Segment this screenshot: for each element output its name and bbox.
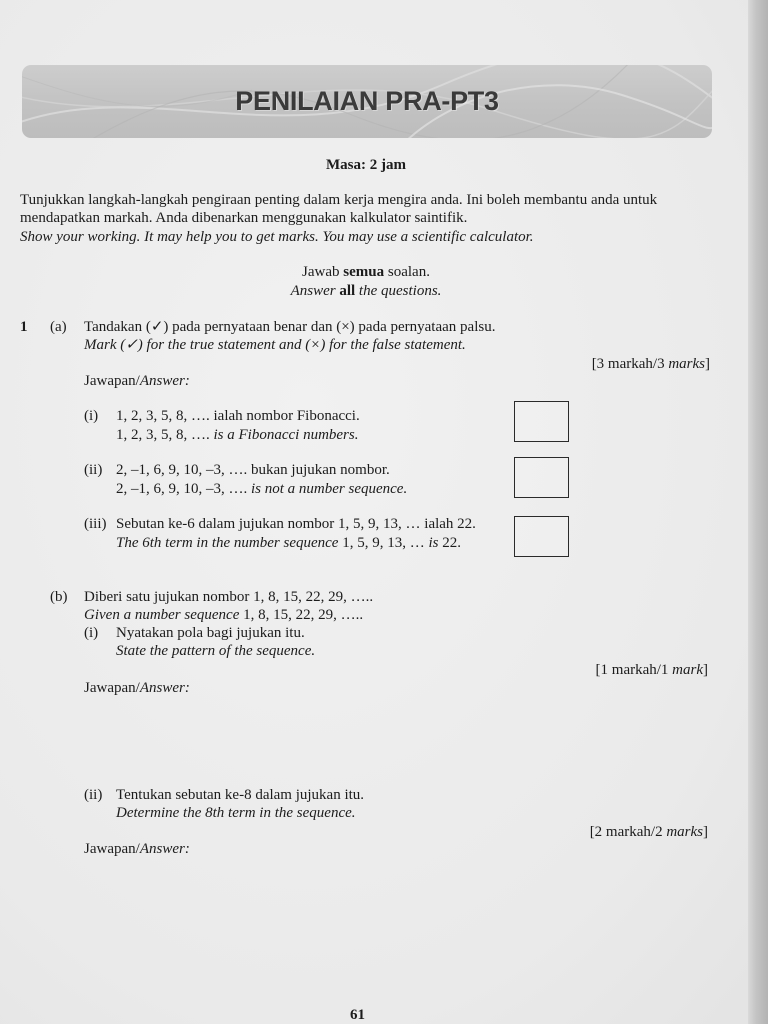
instructions-english: Show your working. It may help you to get marks. You may use a scientific calculator.: [20, 229, 534, 245]
statement-3-english-value: 22.: [438, 535, 461, 551]
statement-3-english-verb: is: [428, 535, 439, 551]
title-banner: [22, 65, 712, 138]
part-b-1-answer-label: [84, 679, 190, 697]
answer-all-english: [0, 282, 732, 300]
part-b-1-label: (i): [84, 625, 99, 641]
statement-1-answer-box[interactable]: [514, 401, 569, 442]
part-b-2-answer-label: [84, 840, 190, 858]
part-b-label: (b): [50, 589, 68, 605]
instructions-malay-line-1: Tunjukkan langkah-langkah pengiraan penting dalam kerja mengira anda. Ini boleh membantu anda untuk: [20, 192, 658, 208]
answer-label-malay: Jawapan/: [84, 841, 140, 857]
part-a-answer-label: [84, 372, 190, 390]
page-title: PENILAIAN PRA-PT3: [235, 86, 499, 116]
statement-2-label: (ii): [84, 462, 103, 478]
statement-1-english-text: is a Fibonacci numbers.: [213, 427, 359, 443]
part-b-2-marks-post: ]: [703, 824, 708, 840]
answer-label-english: Answer:: [139, 373, 190, 389]
statement-2-english-text: is not a number sequence.: [251, 481, 408, 497]
statement-1-label: (i): [84, 408, 99, 424]
statement-3-english: [116, 534, 461, 552]
page-edge-shadow: [748, 0, 768, 1024]
statement-3-answer-box[interactable]: [514, 516, 569, 557]
statement-3-malay: Sebutan ke-6 dalam jujukan nombor 1, 5, 9, 13, … ialah 22.: [116, 516, 476, 532]
part-b-1-english: State the pattern of the sequence.: [116, 643, 316, 659]
part-a-marks-pre: [3 markah/3: [591, 356, 669, 372]
answer-all-malay-post: soalan.: [384, 264, 430, 280]
part-b-stem-english-sequence: 1, 8, 15, 22, 29, …..: [239, 607, 364, 623]
part-b-stem-english-text: Given a number sequence: [84, 607, 240, 623]
part-b-2-label: (ii): [84, 787, 103, 803]
statement-1-malay: 1, 2, 3, 5, 8, …. ialah nombor Fibonacci.: [116, 408, 360, 424]
statement-1-english: [116, 426, 358, 444]
statement-2-malay: 2, –1, 6, 9, 10, –3, …. bukan jujukan nombor.: [116, 462, 390, 478]
part-b-2-marks: [590, 823, 708, 841]
statement-2-english: [116, 480, 407, 498]
statement-3-english-text: The 6th term in the number sequence: [116, 535, 339, 551]
part-b-1-marks-pre: [1 markah/1: [595, 662, 673, 678]
part-b-1-marks-post: ]: [703, 662, 708, 678]
part-b-1-marks: [596, 661, 708, 679]
part-a-marks-post: ]: [705, 356, 710, 372]
statement-3-english-sequence: 1, 5, 9, 13, …: [338, 535, 429, 551]
part-a-instruction-malay: Tandakan (✓) pada pernyataan benar dan (×) pada pernyataan palsu.: [84, 319, 496, 335]
part-b-stem-malay: Diberi satu jujukan nombor 1, 8, 15, 22, 29, …..: [84, 589, 374, 605]
answer-label-malay: Jawapan/: [84, 373, 140, 389]
page-number: 61: [350, 1007, 365, 1023]
part-b-2-marks-pre: [2 markah/2: [589, 824, 667, 840]
answer-all-malay: [0, 263, 732, 281]
answer-label-english: Answer:: [139, 841, 190, 857]
statement-3-label: (iii): [84, 516, 107, 532]
instructions-malay-line-2: mendapatkan markah. Anda dibenarkan menggunakan kalkulator saintifik.: [20, 210, 468, 226]
answer-all-english-emphasis: all: [339, 283, 356, 299]
answer-all-malay-emphasis: semua: [343, 264, 385, 280]
part-a-label: (a): [50, 319, 67, 335]
part-b-2-marks-word: marks: [666, 824, 703, 840]
part-b-1-malay: Nyatakan pola bagi jujukan itu.: [116, 625, 305, 641]
part-b-stem-english: [84, 606, 363, 624]
answer-label-malay: Jawapan/: [84, 680, 140, 696]
exam-duration: Masa: 2 jam: [326, 157, 406, 173]
answer-label-english: Answer:: [139, 680, 190, 696]
statement-2-answer-box[interactable]: [514, 457, 569, 498]
part-a-instruction-english: Mark (✓) for the true statement and (×) for the false statement.: [84, 337, 466, 353]
part-b-1-marks-word: mark: [672, 662, 703, 678]
part-b-2-malay: Tentukan sebutan ke-8 dalam jujukan itu.: [116, 787, 365, 803]
answer-all-malay-pre: Jawab: [302, 264, 344, 280]
question-number: 1: [20, 319, 28, 335]
part-a-marks: [592, 355, 710, 373]
part-a-marks-word: marks: [668, 356, 705, 372]
statement-1-english-sequence: 1, 2, 3, 5, 8, ….: [116, 427, 214, 443]
answer-all-english-pre: Answer: [290, 283, 340, 299]
answer-all-english-post: the questions.: [355, 283, 442, 299]
part-b-2-english: Determine the 8th term in the sequence.: [116, 805, 356, 821]
statement-2-english-sequence: 2, –1, 6, 9, 10, –3, ….: [116, 481, 251, 497]
